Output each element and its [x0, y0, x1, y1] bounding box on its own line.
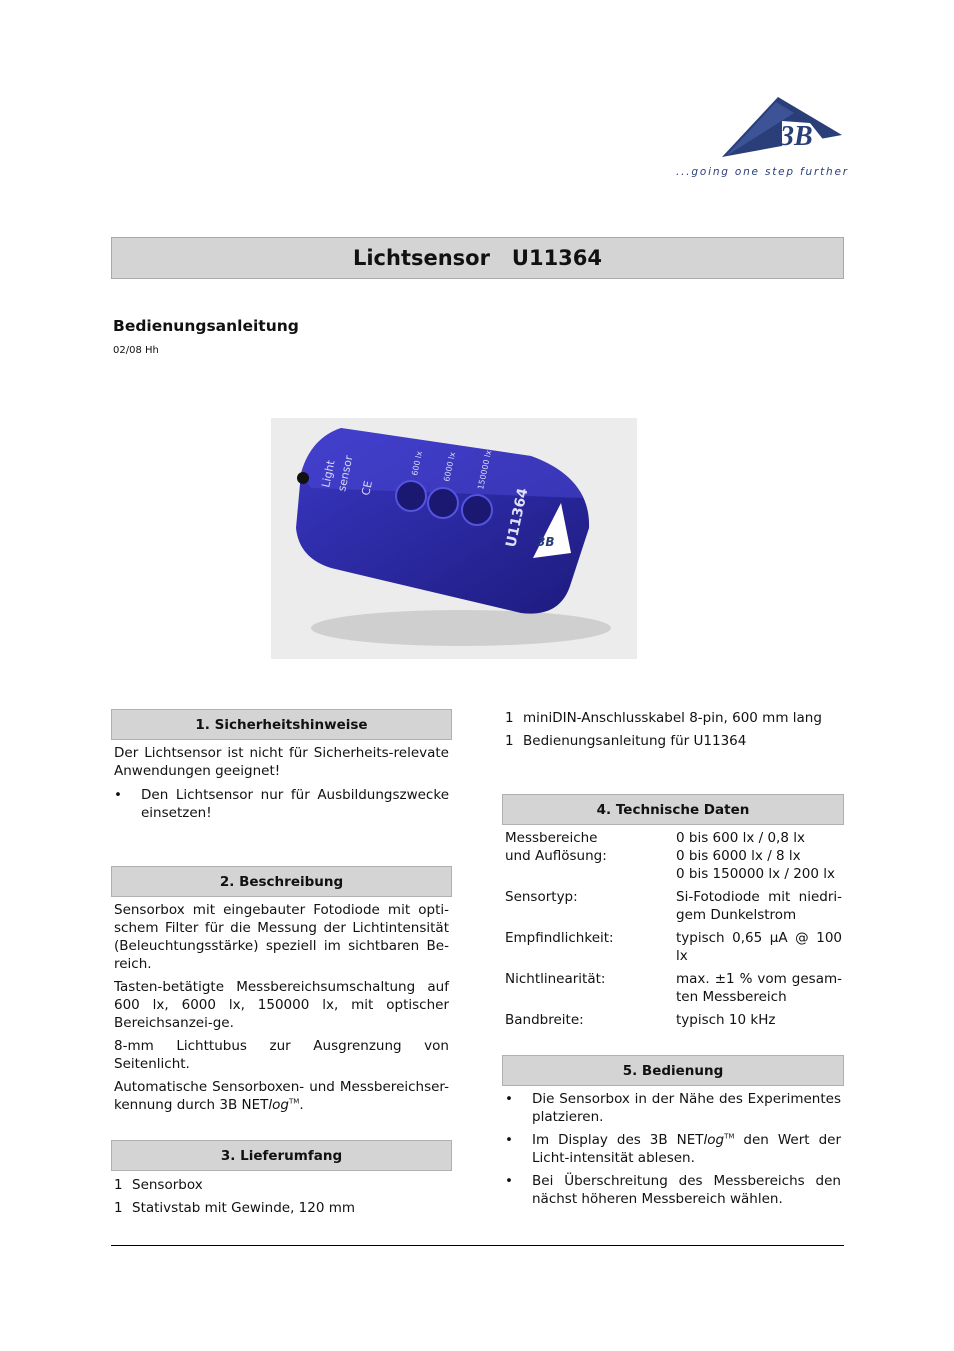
paragraph-end: . [299, 1097, 304, 1113]
bullet-text: Bei Überschreitung des Messbereichs den nächst höheren Messbereich wählen. [532, 1173, 841, 1207]
registered-mark: ® [822, 130, 831, 140]
device-label-ce: CE [359, 479, 375, 497]
bullet-text: Im Display des 3B NET [532, 1132, 704, 1148]
product-name: Lichtsensor [352, 246, 490, 270]
bullet-text: Den Lichtsensor nur für Ausbildungszwecke einsetzen! [141, 787, 449, 821]
spec-key: Messbereiche und Auflösung: [505, 830, 607, 864]
spec-value: typisch 10 kHz [676, 1012, 776, 1028]
item-text: Sensorbox [132, 1177, 203, 1193]
item-text: miniDIN-Anschlusskabel 8-pin, 600 mm lang [523, 710, 822, 726]
spec-value: max. ±1 % vom gesam-ten Messbereich [676, 971, 842, 1005]
table-row [505, 888, 844, 924]
list-item: • Die Sensorbox in der Nähe des Experimentes platzieren. [505, 1091, 841, 1125]
bullet-text: Die Sensorbox in der Nähe des Experimentes platzieren. [532, 1091, 841, 1125]
paragraph: Der Lichtsensor ist nicht für Sicherheits-relevate Anwendungen geeignet! [114, 745, 449, 779]
paragraph-text: Automatische Sensorboxen- und Messbereichser-kennung durch 3B NET [114, 1079, 449, 1113]
footer-rule [111, 1245, 844, 1246]
spec-key: Sensortyp: [505, 889, 578, 905]
logo-tagline: ...going one step further [676, 166, 849, 178]
table-row [505, 929, 844, 965]
delivery-continued [502, 709, 844, 750]
section-operation [502, 1055, 844, 1208]
item-qty: 1 [114, 1200, 123, 1216]
document-subtitle: Bedienungsanleitung [113, 317, 299, 335]
paragraph: Tasten-betätigte Messbereichsumschaltung auf 600 lx, 6000 lx, 150000 lx, mit optischer Bereichsanzei-ge. [114, 979, 449, 1031]
device-label-code: U11364 [503, 486, 532, 549]
device-label-sensor: sensor [335, 454, 356, 493]
paragraph: Sensorbox mit eingebauter Fotodiode mit opti-schem Filter für die Messung der Lichtintensität (Beleuchtungsstärke) speziell im sichtbaren Be-reich. [114, 902, 449, 972]
section-technical-data [502, 794, 844, 1029]
netlog-italic: log [703, 1132, 725, 1148]
item-text: Stativstab mit Gewinde, 120 mm [132, 1200, 356, 1216]
device-label-6000: 6000 lx [442, 451, 458, 483]
spec-key: Bandbreite: [505, 1012, 584, 1028]
product-photo [271, 418, 637, 659]
bullet-text-end: den Wert der Licht-intensität ablesen. [532, 1132, 841, 1166]
device-logo: 3B [537, 535, 555, 549]
list-item: • Den Lichtsensor nur für Ausbildungszwecke einsetzen! [114, 787, 449, 821]
list-item: • Im Display des 3B NETlog™ den Wert der Licht-intensität ablesen. [505, 1132, 841, 1166]
spec-key: Empfindlichkeit: [505, 930, 614, 946]
item-qty: 1 [114, 1177, 123, 1193]
paragraph [114, 1078, 449, 1114]
spec-value: typisch 0,65 µA @ 100 lx [676, 930, 842, 964]
list-item [505, 732, 844, 750]
table-row [505, 970, 844, 1006]
trademark: TM [289, 1097, 300, 1106]
list-item [505, 709, 844, 727]
table-row [505, 1011, 844, 1029]
section-delivery [111, 1140, 452, 1217]
list-item: • Bei Überschreitung des Messbereichs den nächst höheren Messbereich wählen. [505, 1173, 841, 1207]
section-safety [111, 709, 452, 822]
spec-value: 0 bis 600 lx / 0,8 lx 0 bis 6000 lx / 8 lx 0 bis 150000 lx / 200 lx [676, 830, 836, 882]
table-row [505, 829, 844, 883]
device-label-150000: 150000 lx [476, 449, 494, 491]
list-item [114, 1176, 452, 1194]
list-item [114, 1199, 452, 1217]
spec-value: Si-Fotodiode mit niedri-gem Dunkelstrom [676, 889, 842, 923]
paragraph: 8-mm Lichttubus zur Ausgrenzung von Seitenlicht. [114, 1038, 449, 1072]
section-heading: 1. Sicherheitshinweise [111, 709, 452, 740]
section-heading: 2. Beschreibung [111, 866, 452, 897]
title-bar [111, 237, 844, 279]
section-description [111, 866, 452, 1114]
netlog-italic: log [268, 1097, 289, 1113]
section-heading: 4. Technische Daten [502, 794, 844, 825]
device-label-600: 600 lx [410, 450, 425, 477]
date-code: 02/08 Hh [113, 345, 159, 356]
spec-key: Nichtlinearität: [505, 971, 606, 987]
trademark: TM [724, 1132, 735, 1141]
device-label-light: Light [319, 459, 338, 489]
section-heading: 5. Bedienung [502, 1055, 844, 1086]
item-text: Bedienungsanleitung für U11364 [523, 733, 747, 749]
product-code: U11364 [511, 246, 603, 270]
logo-brand-text: 3B [780, 121, 813, 152]
item-qty: 1 [505, 710, 514, 726]
item-qty: 1 [505, 733, 514, 749]
section-heading: 3. Lieferumfang [111, 1140, 452, 1171]
